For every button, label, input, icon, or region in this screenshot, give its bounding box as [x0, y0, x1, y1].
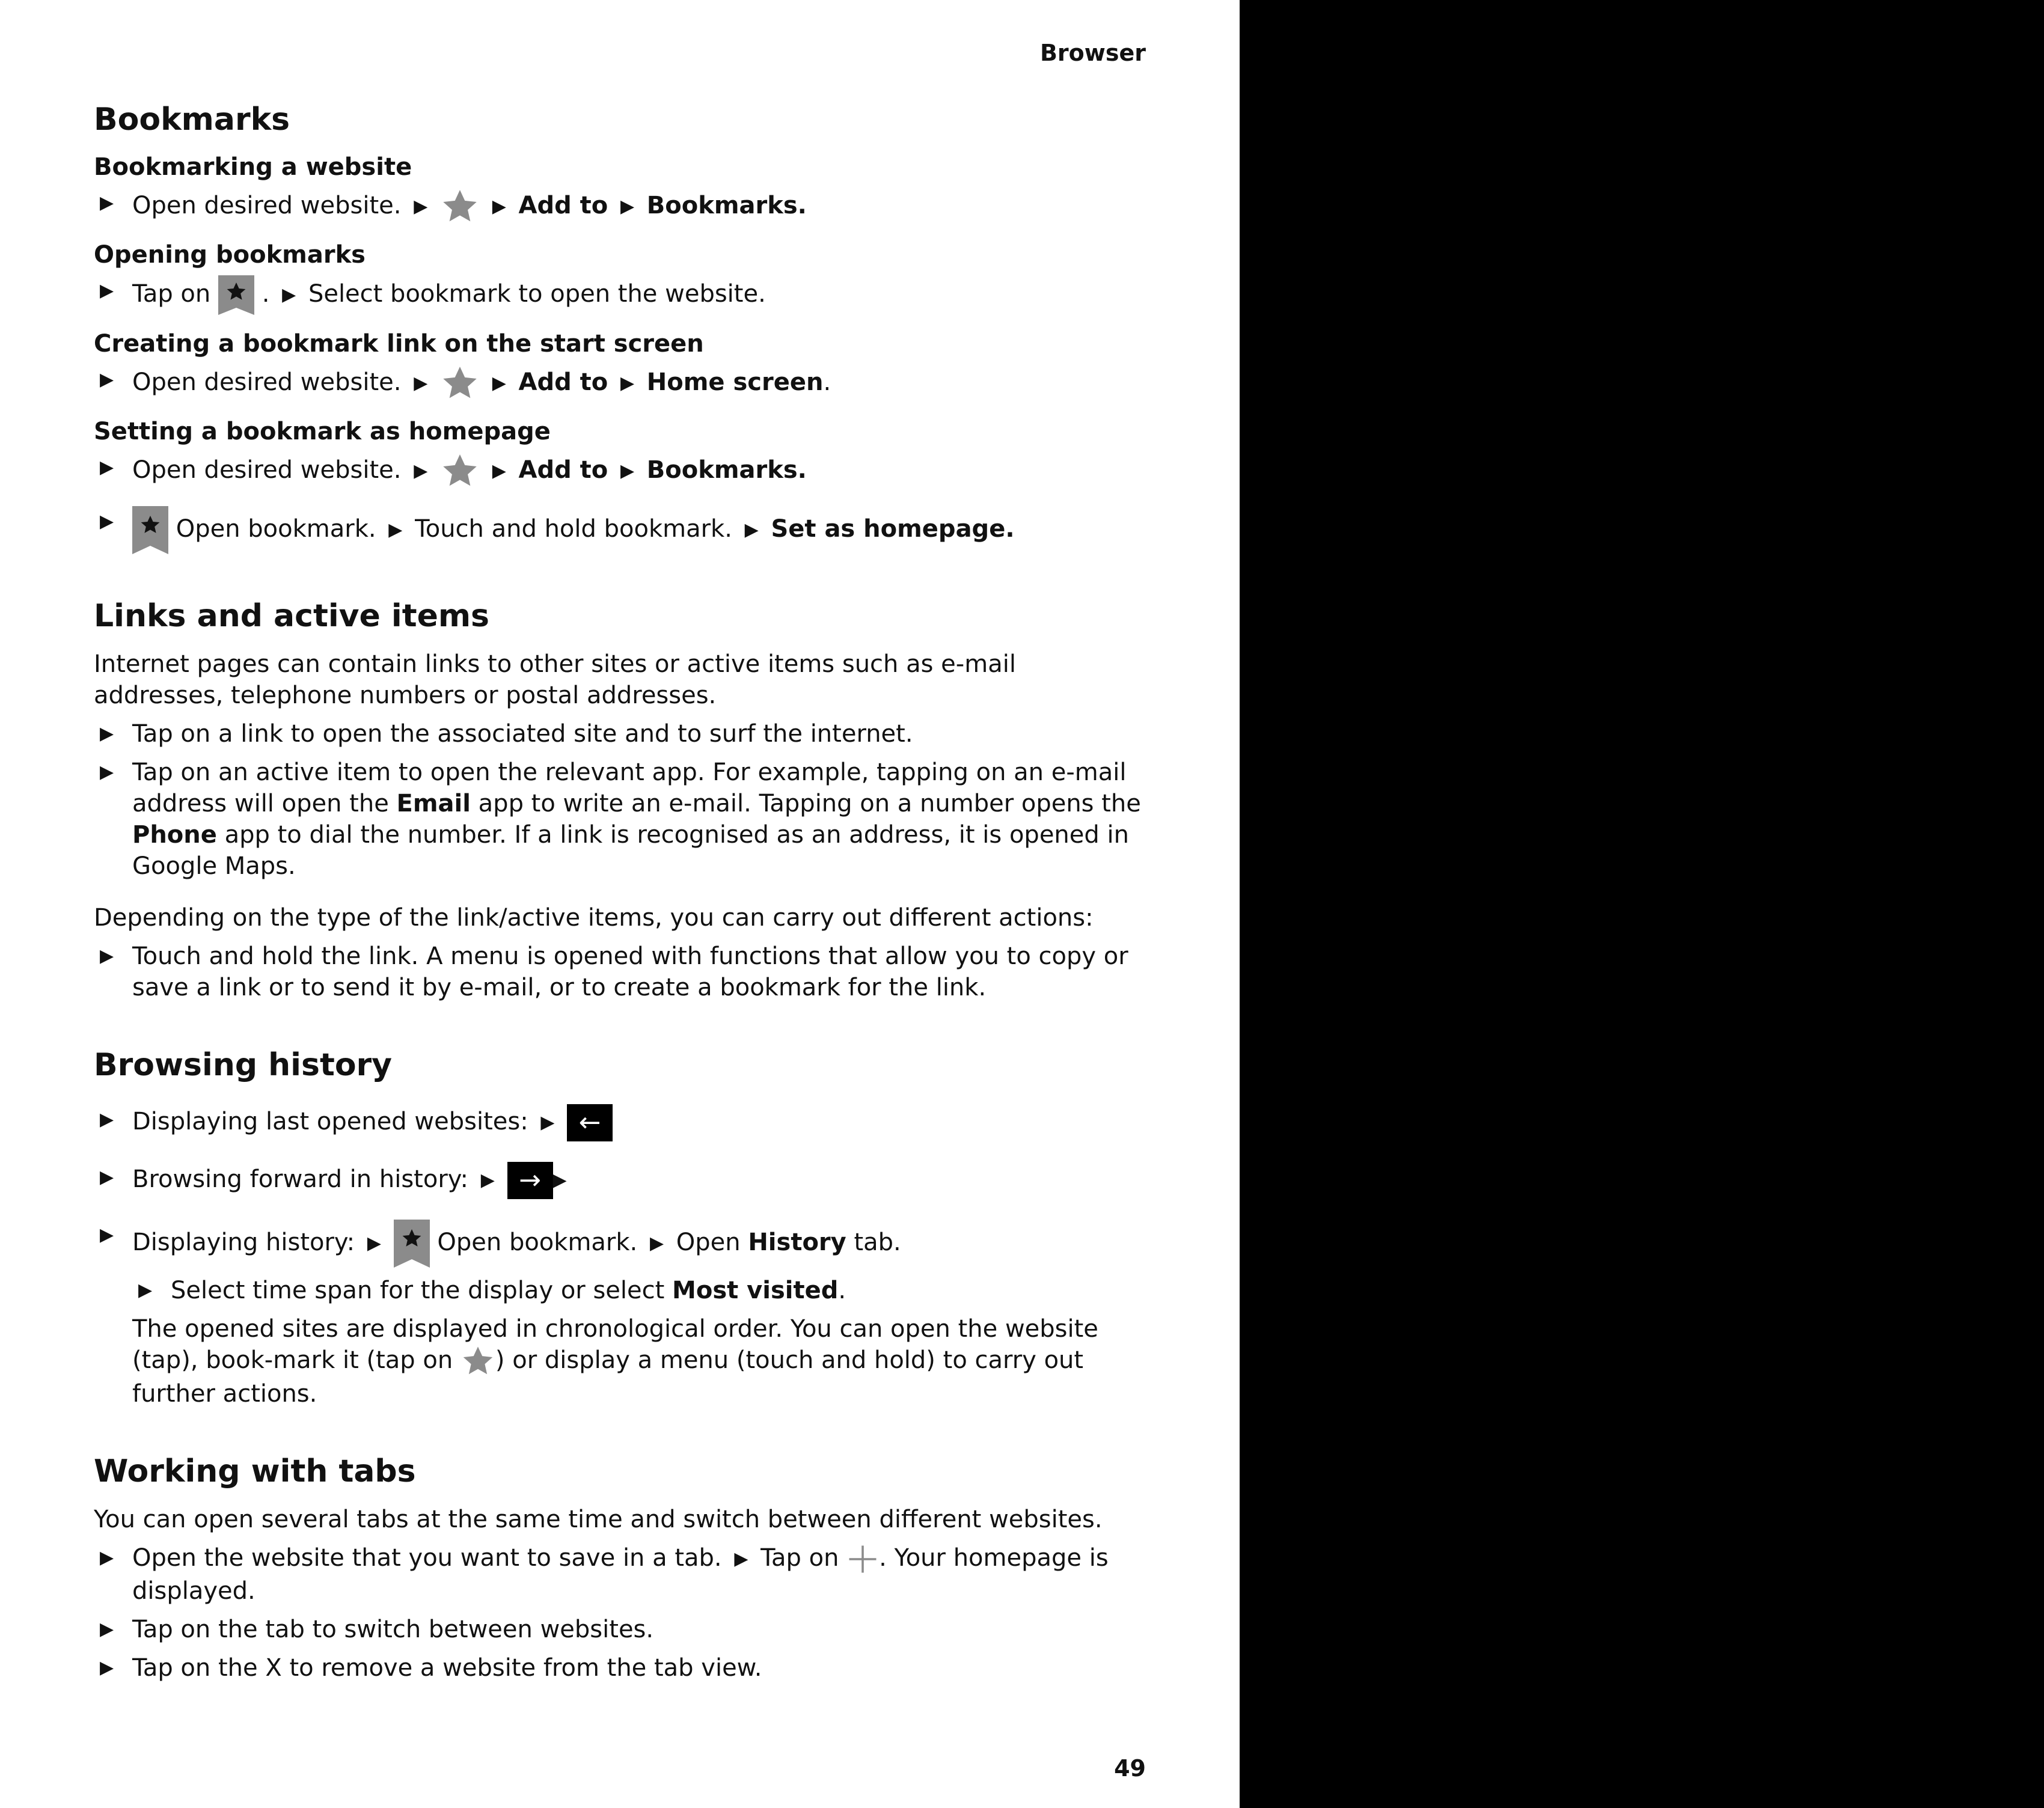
running-header: Browser: [1039, 40, 1146, 66]
step-homepage-set: ▶ Open bookmark. ▶ Touch and hold bookmark. ▶ Set as homepage.: [94, 506, 1146, 554]
triangle-bullet-icon: ▶: [100, 1547, 114, 1568]
plus-icon: [846, 1543, 879, 1575]
links-intro: Internet pages can contain links to other sites or active items such as e-mail addresses, telephone numbers or postal addresses.: [94, 650, 1016, 709]
section-tabs: [94, 1453, 1146, 1683]
section-bookmarks: [94, 101, 1146, 554]
step-start-screen-link: ▶ Open desired website. ▶ ▶ Add to ▶ Home screen.: [94, 364, 1146, 403]
triangle-arrow-icon: ▶: [282, 284, 296, 306]
star-icon: [440, 188, 480, 226]
subheading-bookmarking: Bookmarking a website: [94, 153, 412, 182]
step-tap-link: ▶ Tap on a link to open the associated site and to surf the internet.: [94, 718, 1146, 750]
triangle-arrow-icon: ▶: [492, 196, 506, 218]
triangle-bullet-icon: ▶: [100, 457, 114, 478]
step-display-history: ▶ Displaying history: ▶ Open bookmark. ▶ Open History tab.: [94, 1220, 1146, 1268]
triangle-bullet-icon: ▶: [100, 1657, 114, 1678]
triangle-arrow-icon: ▶: [414, 373, 428, 394]
triangle-arrow-icon: ▶: [367, 1233, 381, 1254]
subheading-opening: Opening bookmarks: [94, 241, 366, 269]
bookmark-icon: [132, 506, 168, 554]
triangle-bullet-icon: ▶: [100, 945, 114, 967]
step-last-opened: ▶ Displaying last opened websites: ▶ ←: [94, 1104, 1146, 1141]
triangle-arrow-icon: ▶: [620, 196, 635, 218]
triangle-arrow-icon: ▶: [388, 519, 403, 541]
subheading-homepage: Setting a bookmark as homepage: [94, 418, 551, 446]
section-title-links: Links and active items: [94, 598, 489, 635]
triangle-arrow-icon: ▶: [414, 460, 428, 482]
triangle-bullet-icon: ▶: [100, 369, 114, 391]
triangle-bullet-icon: ▶: [100, 1109, 114, 1131]
triangle-bullet-icon: ▶: [100, 1224, 114, 1246]
bookmark-icon: [218, 275, 254, 315]
triangle-arrow-icon: ▶: [552, 1170, 567, 1191]
star-icon: [440, 364, 480, 403]
triangle-bullet-icon: ▶: [100, 192, 114, 214]
triangle-arrow-icon: ▶: [492, 460, 506, 482]
step-remove-tab: ▶ Tap on the X to remove a website from the tab view.: [94, 1652, 1146, 1684]
back-arrow-icon: ←: [567, 1104, 613, 1141]
triangle-arrow-icon: ▶: [734, 1548, 748, 1569]
triangle-arrow-icon: ▶: [492, 373, 506, 394]
step-homepage-add: ▶ Open desired website. ▶ ▶ Add to ▶ Bookmarks.: [94, 452, 1146, 490]
triangle-arrow-icon: ▶: [649, 1233, 664, 1254]
step-open-in-tab: ▶ Open the website that you want to save in a tab. ▶ Tap on . Your homepage is displayed.: [94, 1542, 1146, 1607]
triangle-bullet-icon: ▶: [100, 1167, 114, 1188]
step-switch-tabs: ▶ Tap on the tab to switch between websites.: [94, 1614, 1146, 1645]
step-open-bookmarks: ▶ Tap on . ▶ Select bookmark to open the website.: [94, 275, 1146, 315]
triangle-arrow-icon: ▶: [480, 1170, 495, 1191]
step-bookmark-website: ▶ Open desired website. ▶ ▶ Add to ▶ Bookmarks.: [94, 188, 1146, 226]
section-title-history: Browsing history: [94, 1046, 393, 1083]
star-icon: [461, 1345, 495, 1378]
triangle-bullet-icon: ▶: [138, 1280, 153, 1301]
step-touch-hold-link: ▶ Touch and hold the link. A menu is opened with functions that allow you to copy or save a link or to send it by e-mail, or to create a bookmark for the link.: [94, 941, 1146, 1003]
triangle-arrow-icon: ▶: [540, 1112, 555, 1134]
star-icon: [440, 452, 480, 490]
links-depending: Depending on the type of the link/active items, you can carry out different actions:: [94, 903, 1094, 932]
history-opened-sites: The opened sites are displayed in chronological order. You can open the website (tap), book-mark it (tap on ) or display a menu (touch and hold) to carry out further actions.: [132, 1315, 1098, 1408]
triangle-arrow-icon: ▶: [414, 196, 428, 218]
forward-arrow-icon: →: [507, 1162, 553, 1199]
subheading-start-screen: Creating a bookmark link on the start screen: [94, 330, 704, 358]
bookmark-icon: [394, 1220, 430, 1268]
triangle-bullet-icon: ▶: [100, 761, 114, 783]
triangle-arrow-icon: ▶: [744, 519, 759, 541]
step-forward: ▶ Browsing forward in history: ▶ → ▶: [94, 1162, 1146, 1199]
step-select-time-span: ▶ Select time span for the display or select Most visited.: [132, 1275, 1146, 1306]
page-number: 49: [1114, 1755, 1146, 1782]
tabs-intro: You can open several tabs at the same time and switch between different websites.: [94, 1505, 1103, 1533]
section-title-tabs: Working with tabs: [94, 1453, 416, 1490]
triangle-arrow-icon: ▶: [620, 373, 635, 394]
triangle-arrow-icon: ▶: [620, 460, 635, 482]
triangle-bullet-icon: ▶: [100, 1618, 114, 1640]
triangle-bullet-icon: ▶: [100, 511, 114, 533]
section-links: [94, 597, 1146, 1003]
step-tap-active-item: ▶ Tap on an active item to open the relevant app. For example, tapping on an e-mail address will open the Email app to write an e-mail. Tapping on a number opens the Phone app to dial the number. If a link is recognised as an address, it is opened in Google Maps.: [94, 757, 1146, 882]
triangle-bullet-icon: ▶: [100, 280, 114, 302]
triangle-bullet-icon: ▶: [100, 722, 114, 744]
section-title-bookmarks: Bookmarks: [94, 102, 290, 138]
page-content: [94, 101, 1146, 1727]
section-history: [94, 1046, 1146, 1409]
